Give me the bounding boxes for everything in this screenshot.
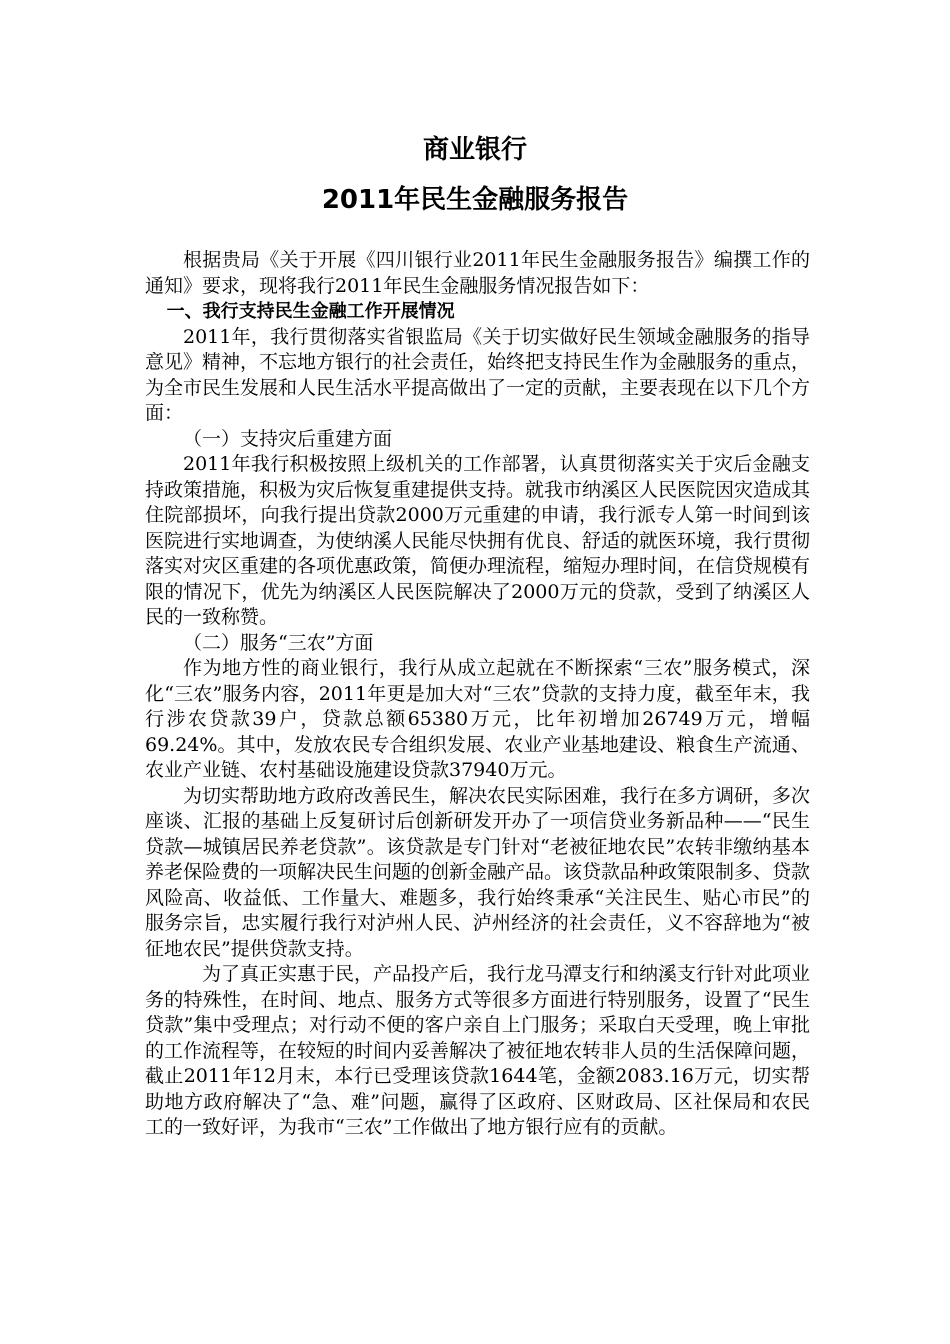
section-heading-1: 一、我行支持民生金融工作开展情况 bbox=[166, 301, 455, 322]
subsection-2-paragraph-2: 为切实帮助地方政府改善民生，解决农民实际困难，我行在多方调研，多次座谈、汇报的基础上反复研讨后创新研发开办了一项信贷业务新品种——“民生贷款—城镇居民养老贷款”。该贷款是专门针对“老被征地农民”农转非缴纳基本养老保险费的一项解决民生问题的创新金融产品。该贷款品种政策限制多、贷款风险高、收益低、工作量大、难题多，我行始终秉承“关注民生、贴心市民”的服务宗旨，忠实履行我行对泸州人民、泸州经济的社会责任，义不容辞地为“被征地农民”提供贷款支持。 bbox=[145, 784, 811, 960]
subsection-heading-2: （二）服务“三农”方面 bbox=[183, 631, 374, 654]
document-title-line1: 商业银行 bbox=[422, 135, 527, 165]
subsection-heading-1: （一）支持灾后重建方面 bbox=[183, 427, 393, 450]
subsection-2-paragraph-1: 作为地方性的商业银行，我行从成立起就在不断探索“三农”服务模式，深化“三农”服务内容，2011年更是加大对“三农”贷款的支持力度，截至年末，我行涉农贷款39户，贷款总额65380万元，比年初增加26749万元，增幅69.24%。其中，发放农民专合组织发展、农业产业基地建设、粮食生产流通、农业产业链、农村基础设施建设贷款37940万元。 bbox=[145, 657, 810, 781]
document-body bbox=[145, 248, 810, 1141]
subsection-2-paragraph-3: 为了真正实惠于民，产品投产后，我行龙马潭支行和纳溪支行针对此项业务的特殊性，在时间、地点、服务方式等很多方面进行特别服务，设置了“民生贷款”集中受理点；对行动不便的客户亲自上门服务；采取白天受理，晚上审批的工作流程等，在较短的时间内妥善解决了被征地农转非人员的生活保障问题，截止2011年12月末，本行已受理该贷款1644笔，金额2083.16万元，切实帮助地方政府解决了“急、难”问题，赢得了区政府、区财政局、区社保局和农民工的一致好评，为我市“三农”工作做出了地方银行应有的贡献。 bbox=[145, 963, 811, 1138]
subsection-1-paragraph: 2011年我行积极按照上级机关的工作部署，认真贯彻落实关于灾后金融支持政策措施，积极为灾后恢复重建提供支持。就我市纳溪区人民医院因灾造成其住院部损坏，向我行提出贷款2000万元重建的申请，我行派专人第一时间到该医院进行实地调查，为使纳溪人民能尽快拥有优良、舒适的就医环境，我行贯彻落实对灾区重建的各项优惠政策，简便办理流程，缩短办理时间，在信贷规模有限的情况下，优先为纳溪区人民医院解决了2000万元的贷款，受到了纳溪区人民的一致称赞。 bbox=[145, 453, 811, 628]
intro-paragraph: 根据贵局《关于开展《四川银行业2011年民生金融服务报告》编撰工作的通知》要求，现将我行2011年民生金融服务情况报告如下： bbox=[145, 249, 810, 297]
section-1-paragraph: 2011年，我行贯彻落实省银监局《关于切实做好民生领域金融服务的指导意见》精神，不忘地方银行的社会责任，始终把支持民生作为金融服务的重点，为全市民生发展和人民生活水平提高做出了一定的贡献，主要表现在以下几个方面： bbox=[145, 325, 811, 424]
document-title-line2: 2011年民生金融服务报告 bbox=[321, 185, 629, 215]
